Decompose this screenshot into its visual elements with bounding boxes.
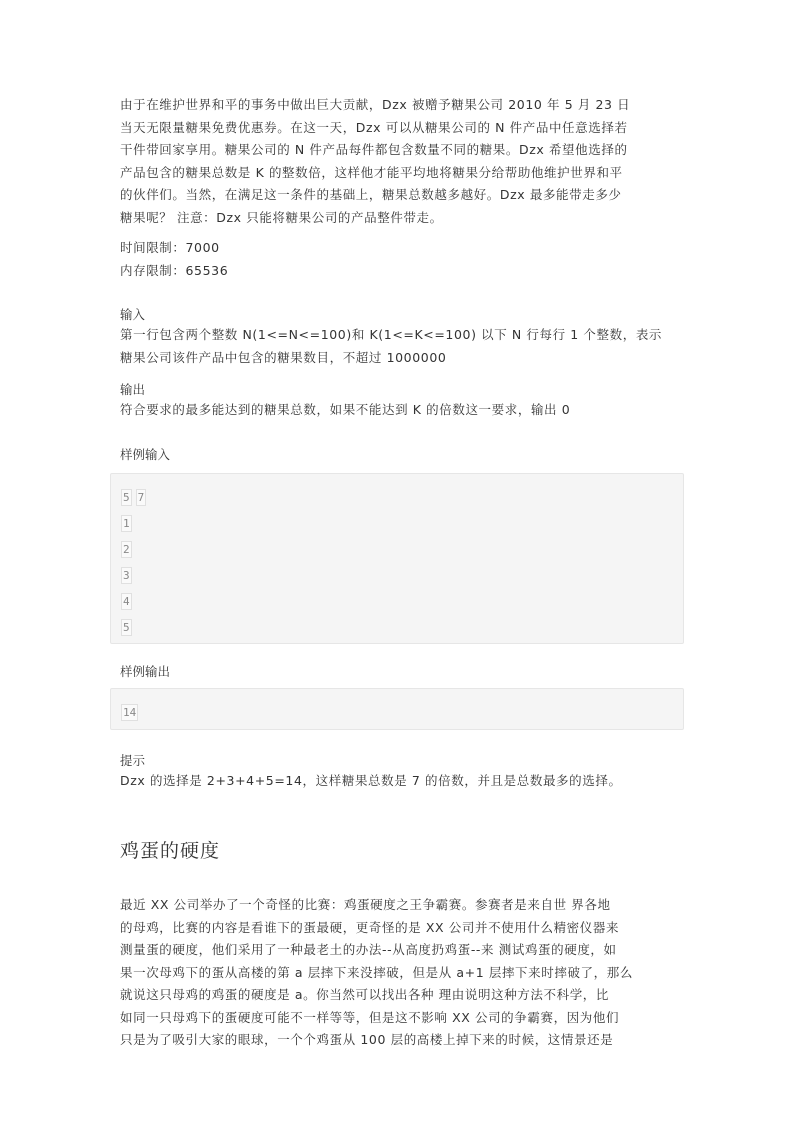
description-line: 糖果呢？ 注意：Dzx 只能将糖果公司的产品整件带走。	[120, 209, 443, 225]
description-line: 果一次母鸡下的蛋从高楼的第 a 层摔下来没摔破，但是从 a+1 层摔下来时摔破了，那么	[120, 964, 633, 980]
problem-title: 鸡蛋的硬度	[120, 840, 221, 862]
description-line: 干件带回家享用。糖果公司的 N 件产品每件都包含数量不同的糖果。Dzx 希望他选择的	[120, 142, 628, 157]
sample-input-token: 2	[123, 542, 130, 556]
input-line: 第一行包含两个整数 N(1<=N<=100)和 K(1<=K<=100) 以下 N 行每行 1 个整数，表示	[120, 327, 663, 342]
sample-output-value: 14	[123, 705, 137, 719]
problem-description	[120, 94, 685, 229]
input-label: 输入	[120, 307, 146, 322]
description-line: 测量蛋的硬度，他们采用了一种最老土的办法--从高度扔鸡蛋--来 测试鸡蛋的硬度，如	[120, 942, 617, 957]
description-line: 就说这只母鸡的鸡蛋的硬度是 a。你当然可以找出各种 理由说明这种方法不科学，比	[120, 987, 610, 1002]
sample-input-line	[121, 590, 683, 616]
sample-input-token: 1	[123, 516, 130, 530]
sample-input-token: 7	[137, 490, 145, 504]
sample-input-token: 5	[123, 490, 130, 504]
description-line: 产品包含的糖果总数是 K 的整数倍，这样他才能平均地将糖果分给帮助他维护世界和平	[120, 164, 623, 180]
sample-input-token: 5	[123, 620, 130, 634]
memory-limit: 内存限制：65536	[120, 262, 229, 278]
document-page	[120, 94, 685, 1052]
description-line: 只是为了吸引大家的眼球，一个个鸡蛋从 100 层的高楼上掉下来的时候，这情景还是	[120, 1032, 614, 1047]
sample-input-box	[110, 473, 684, 644]
sample-input-label: 样例输入	[120, 446, 171, 462]
input-description	[120, 324, 685, 369]
output-description	[120, 399, 685, 422]
problem2-description	[120, 894, 685, 1052]
hint-label: 提示	[120, 752, 146, 768]
description-line: 当天无限量糖果免费优惠券。在这一天，Dzx 可以从糖果公司的 N 件产品中任意选择若	[120, 119, 628, 135]
input-line: 糖果公司该件产品中包含的糖果数目，不超过 1000000	[120, 349, 447, 365]
sample-output-label: 样例输出	[120, 663, 171, 679]
description-line: 的伙伴们。当然，在满足这一条件的基础上，糖果总数越多越好。Dzx 最多能带走多少	[120, 187, 622, 202]
hint-text: Dzx 的选择是 2+3+4+5=14，这样糖果总数是 7 的倍数，并且是总数最多的选择。	[120, 772, 622, 788]
sample-input-token: 4	[123, 594, 130, 608]
sample-input-line	[121, 538, 683, 564]
sample-input-line	[121, 564, 683, 590]
description-line: 如同一只母鸡下的蛋硬度可能不一样等等，但是这不影响 XX 公司的争霸赛，因为他们	[120, 1009, 620, 1025]
output-label: 输出	[120, 382, 146, 397]
sample-input-line	[121, 616, 683, 642]
limits-block	[120, 237, 685, 282]
sample-input-token: 3	[123, 568, 130, 582]
description-line: 最近 XX 公司举办了一个奇怪的比赛：鸡蛋硬度之王争霸赛。参赛者是来自世 界各地	[120, 897, 611, 912]
sample-input-line	[121, 512, 683, 538]
sample-output-box	[110, 688, 684, 730]
sample-input-line	[121, 486, 683, 512]
hint-description	[120, 770, 685, 793]
time-limit: 时间限制：7000	[120, 240, 220, 255]
description-line: 由于在维护世界和平的事务中做出巨大贡献，Dzx 被赠予糖果公司 2010 年 5 月 23 日	[120, 97, 631, 112]
description-line: 的母鸡，比赛的内容是看谁下的蛋最硬，更奇怪的是 XX 公司并不使用什么精密仪器来	[120, 919, 620, 935]
output-text: 符合要求的最多能达到的糖果总数，如果不能达到 K 的倍数这一要求，输出 0	[120, 402, 571, 417]
